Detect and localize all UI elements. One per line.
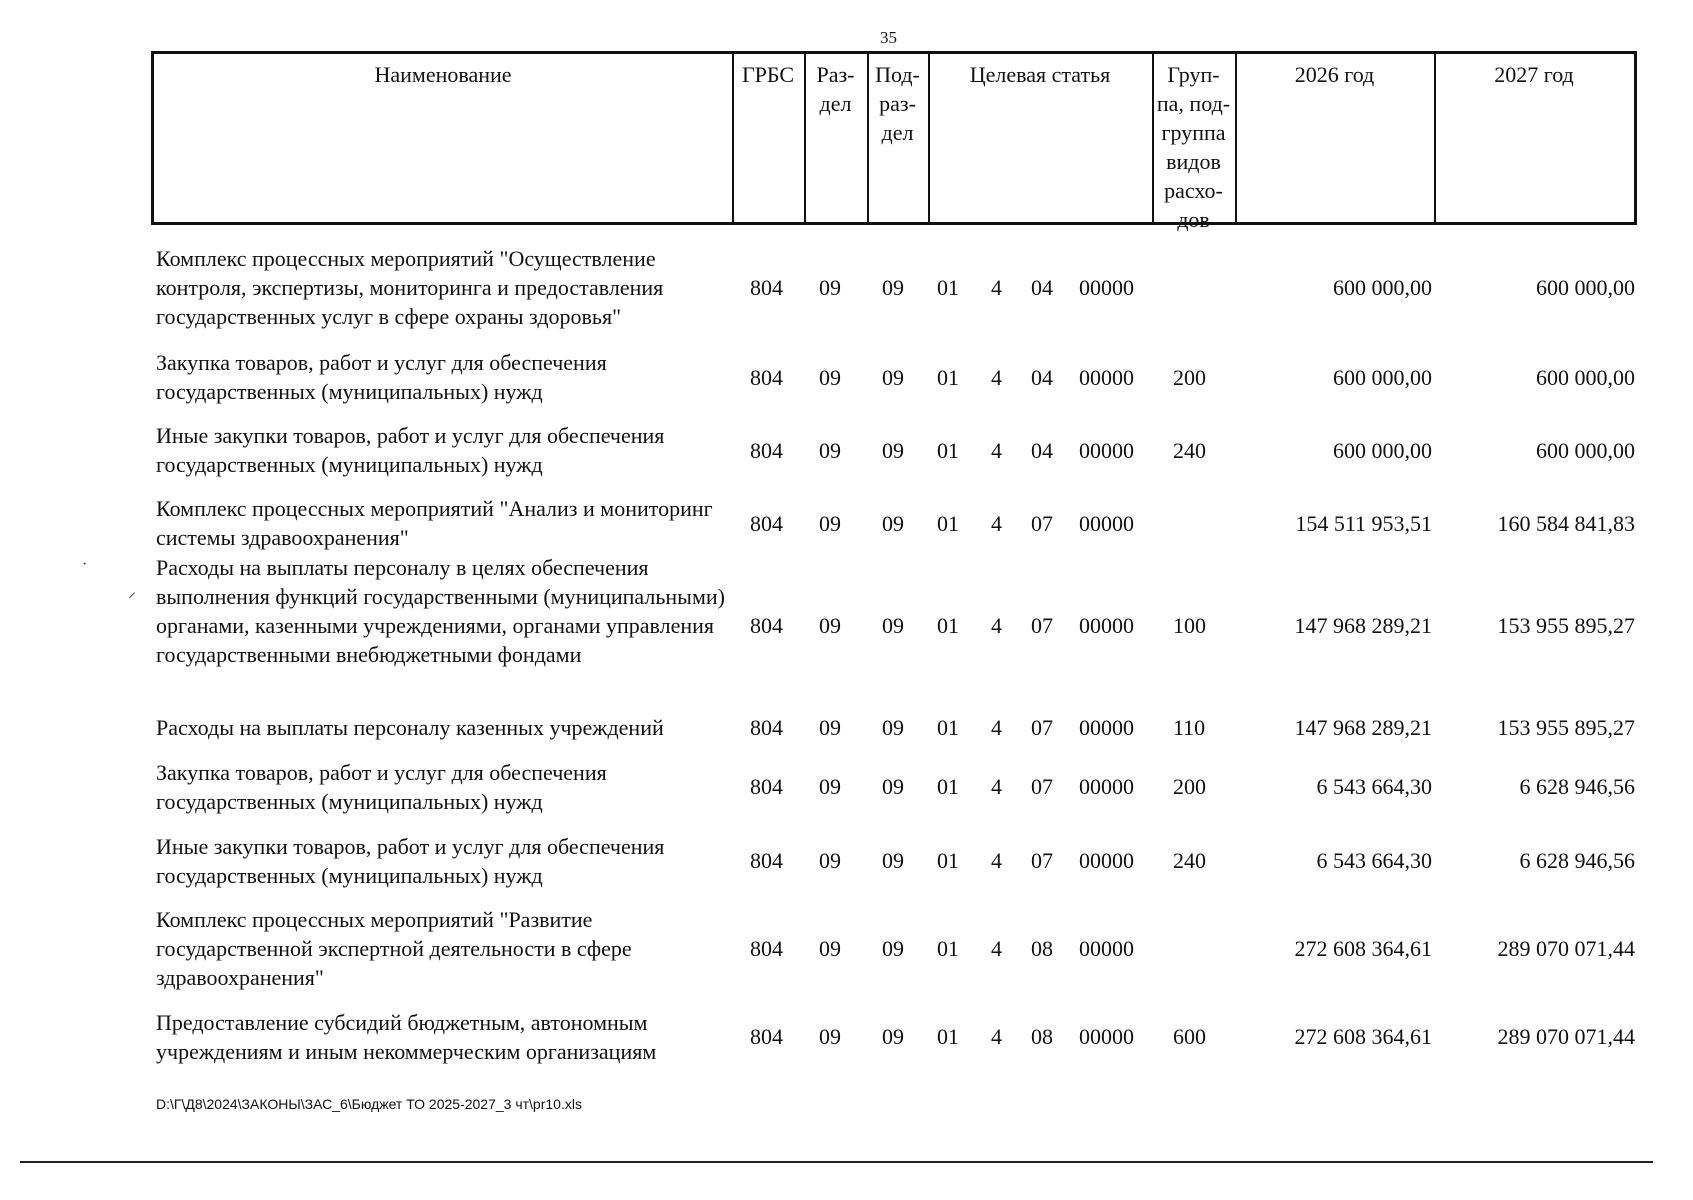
cell-amount-2027: 6 628 946,56 xyxy=(1519,774,1635,799)
cell-razdel: 09 xyxy=(819,936,841,961)
cell-grbs: 804 xyxy=(750,365,783,390)
row-name: Закупка товаров, работ и услуг для обеспечения государственных (муниципальных) нужд xyxy=(156,760,607,814)
cell-target-direction: 00000 xyxy=(1079,365,1134,390)
cell-target-direction: 00000 xyxy=(1079,511,1134,536)
cell-target-direction: 00000 xyxy=(1079,1024,1134,1049)
cell-podrazdel: 09 xyxy=(882,936,904,961)
cell-target-program: 01 xyxy=(937,774,959,799)
cell-expense-group: 110 xyxy=(1173,715,1206,740)
cell-razdel: 09 xyxy=(819,715,841,740)
header-expense-group: Груп- па, под- группа видов расхо- дов xyxy=(1156,62,1231,232)
header-year-2027: 2027 год xyxy=(1494,62,1574,87)
cell-amount-2026: 6 543 664,30 xyxy=(1316,848,1432,873)
cell-grbs: 804 xyxy=(750,848,783,873)
cell-target-event: 07 xyxy=(1031,774,1053,799)
cell-razdel: 09 xyxy=(819,613,841,638)
cell-target-program: 01 xyxy=(937,365,959,390)
cell-grbs: 804 xyxy=(750,613,783,638)
cell-razdel: 09 xyxy=(819,1024,841,1049)
table-row xyxy=(0,244,1693,334)
cell-amount-2027: 153 955 895,27 xyxy=(1497,715,1635,740)
cell-podrazdel: 09 xyxy=(882,275,904,300)
cell-expense-group: 240 xyxy=(1173,438,1206,463)
cell-target-direction: 00000 xyxy=(1079,275,1134,300)
cell-razdel: 09 xyxy=(819,438,841,463)
cell-target-event: 04 xyxy=(1031,438,1053,463)
cell-amount-2026: 600 000,00 xyxy=(1333,365,1432,390)
cell-amount-2027: 160 584 841,83 xyxy=(1497,511,1635,536)
cell-amount-2027: 289 070 071,44 xyxy=(1497,936,1635,961)
scan-speck: · xyxy=(82,556,88,573)
row-name: Предоставление субсидий бюджетным, автономным учреждениям и иным некоммерческим организациям xyxy=(156,1010,657,1064)
cell-amount-2026: 6 543 664,30 xyxy=(1316,774,1432,799)
cell-grbs: 804 xyxy=(750,275,783,300)
cell-target-program: 01 xyxy=(937,438,959,463)
row-name: Комплекс процессных мероприятий "Осуществление контроля, экспертизы, мониторинга и предоставления государственных услуг в сфере охраны здоровья" xyxy=(156,246,664,329)
cell-target-direction: 00000 xyxy=(1079,774,1134,799)
cell-expense-group: 200 xyxy=(1173,774,1206,799)
table-row xyxy=(0,494,1693,554)
table-row xyxy=(0,832,1693,892)
cell-target-program: 01 xyxy=(937,275,959,300)
table-row xyxy=(0,1008,1693,1068)
cell-target-type: 4 xyxy=(991,613,1002,638)
table-row xyxy=(0,553,1693,703)
cell-razdel: 09 xyxy=(819,511,841,536)
header-grbs: ГРБС xyxy=(741,62,795,87)
cell-grbs: 804 xyxy=(750,438,783,463)
cell-amount-2027: 600 000,00 xyxy=(1536,275,1635,300)
cell-podrazdel: 09 xyxy=(882,848,904,873)
cell-target-event: 07 xyxy=(1031,613,1053,638)
cell-amount-2026: 272 608 364,61 xyxy=(1294,936,1432,961)
cell-amount-2027: 153 955 895,27 xyxy=(1497,613,1635,638)
cell-target-type: 4 xyxy=(991,715,1002,740)
cell-amount-2027: 600 000,00 xyxy=(1536,438,1635,463)
cell-target-event: 04 xyxy=(1031,275,1053,300)
cell-amount-2026: 272 608 364,61 xyxy=(1294,1024,1432,1049)
cell-grbs: 804 xyxy=(750,511,783,536)
cell-target-event: 08 xyxy=(1031,936,1053,961)
cell-razdel: 09 xyxy=(819,365,841,390)
cell-target-program: 01 xyxy=(937,848,959,873)
cell-target-program: 01 xyxy=(937,1024,959,1049)
cell-grbs: 804 xyxy=(750,936,783,961)
cell-target-type: 4 xyxy=(991,936,1002,961)
cell-razdel: 09 xyxy=(819,275,841,300)
cell-target-program: 01 xyxy=(937,936,959,961)
cell-target-type: 4 xyxy=(991,438,1002,463)
cell-target-type: 4 xyxy=(991,848,1002,873)
table-row xyxy=(0,421,1693,481)
cell-target-direction: 00000 xyxy=(1079,438,1134,463)
cell-amount-2027: 289 070 071,44 xyxy=(1497,1024,1635,1049)
scan-speck: ⸝ xyxy=(128,584,137,601)
cell-target-type: 4 xyxy=(991,275,1002,300)
cell-target-direction: 00000 xyxy=(1079,936,1134,961)
cell-target-program: 01 xyxy=(937,511,959,536)
cell-target-type: 4 xyxy=(991,774,1002,799)
cell-target-event: 07 xyxy=(1031,848,1053,873)
cell-target-direction: 00000 xyxy=(1079,848,1134,873)
cell-target-program: 01 xyxy=(937,613,959,638)
row-name: Комплекс процессных мероприятий "Развитие государственной экспертной деятельности в сфере здравоохранения" xyxy=(156,907,632,990)
row-name: Иные закупки товаров, работ и услуг для обеспечения государственных (муниципальных) нужд xyxy=(156,423,665,477)
cell-amount-2026: 600 000,00 xyxy=(1333,275,1432,300)
cell-grbs: 804 xyxy=(750,715,783,740)
cell-amount-2026: 147 968 289,21 xyxy=(1294,715,1432,740)
cell-podrazdel: 09 xyxy=(882,1024,904,1049)
cell-expense-group: 600 xyxy=(1173,1024,1206,1049)
cell-target-type: 4 xyxy=(991,511,1002,536)
header-year-2026: 2026 год xyxy=(1294,62,1375,87)
header-razdel: Раз- дел xyxy=(816,62,855,116)
cell-amount-2027: 600 000,00 xyxy=(1536,365,1635,390)
cell-grbs: 804 xyxy=(750,774,783,799)
cell-podrazdel: 09 xyxy=(882,438,904,463)
row-name: Расходы на выплаты персоналу казенных учреждений xyxy=(156,715,664,740)
row-name: Расходы на выплаты персоналу в целях обеспечения выполнения функций государственными (муниципальными) органами, казенными учреждениями, органами управления государственными внебюджетными фондами xyxy=(156,555,725,667)
row-name: Иные закупки товаров, работ и услуг для обеспечения государственных (муниципальных) нужд xyxy=(156,834,665,888)
cell-grbs: 804 xyxy=(750,1024,783,1049)
cell-podrazdel: 09 xyxy=(882,613,904,638)
cell-expense-group: 200 xyxy=(1173,365,1206,390)
cell-podrazdel: 09 xyxy=(882,715,904,740)
cell-target-program: 01 xyxy=(937,715,959,740)
page-number: 35 xyxy=(880,28,897,47)
table-row xyxy=(0,905,1693,995)
cell-amount-2027: 6 628 946,56 xyxy=(1519,848,1635,873)
cell-expense-group: 240 xyxy=(1173,848,1206,873)
cell-amount-2026: 147 968 289,21 xyxy=(1294,613,1432,638)
row-name: Закупка товаров, работ и услуг для обеспечения государственных (муниципальных) нужд xyxy=(156,350,607,404)
cell-expense-group: 100 xyxy=(1173,613,1206,638)
cell-podrazdel: 09 xyxy=(882,365,904,390)
row-name: Комплекс процессных мероприятий "Анализ и мониторинг системы здравоохранения" xyxy=(156,496,713,550)
table-row xyxy=(0,713,1693,745)
cell-podrazdel: 09 xyxy=(882,511,904,536)
file-path-footer: D:\Г\Д8\2024\ЗАКОНЫ\ЗАС_6\Бюджет ТО 2025-2027_3 чт\pr10.xls xyxy=(156,1096,582,1112)
page-bottom-rule xyxy=(20,1161,1653,1163)
header-name: Наименование xyxy=(374,62,512,87)
cell-target-direction: 00000 xyxy=(1079,715,1134,740)
table-row xyxy=(0,758,1693,818)
cell-target-type: 4 xyxy=(991,1024,1002,1049)
header-target-article: Целевая статья xyxy=(969,62,1111,87)
cell-target-event: 07 xyxy=(1031,511,1053,536)
cell-razdel: 09 xyxy=(819,848,841,873)
header-podrazdel: Под- раз- дел xyxy=(875,62,920,145)
cell-target-event: 04 xyxy=(1031,365,1053,390)
table-row xyxy=(0,348,1693,408)
cell-amount-2026: 600 000,00 xyxy=(1333,438,1432,463)
cell-target-direction: 00000 xyxy=(1079,613,1134,638)
cell-target-event: 07 xyxy=(1031,715,1053,740)
cell-target-type: 4 xyxy=(991,365,1002,390)
cell-razdel: 09 xyxy=(819,774,841,799)
cell-target-event: 08 xyxy=(1031,1024,1053,1049)
cell-podrazdel: 09 xyxy=(882,774,904,799)
cell-amount-2026: 154 511 953,51 xyxy=(1295,511,1432,536)
